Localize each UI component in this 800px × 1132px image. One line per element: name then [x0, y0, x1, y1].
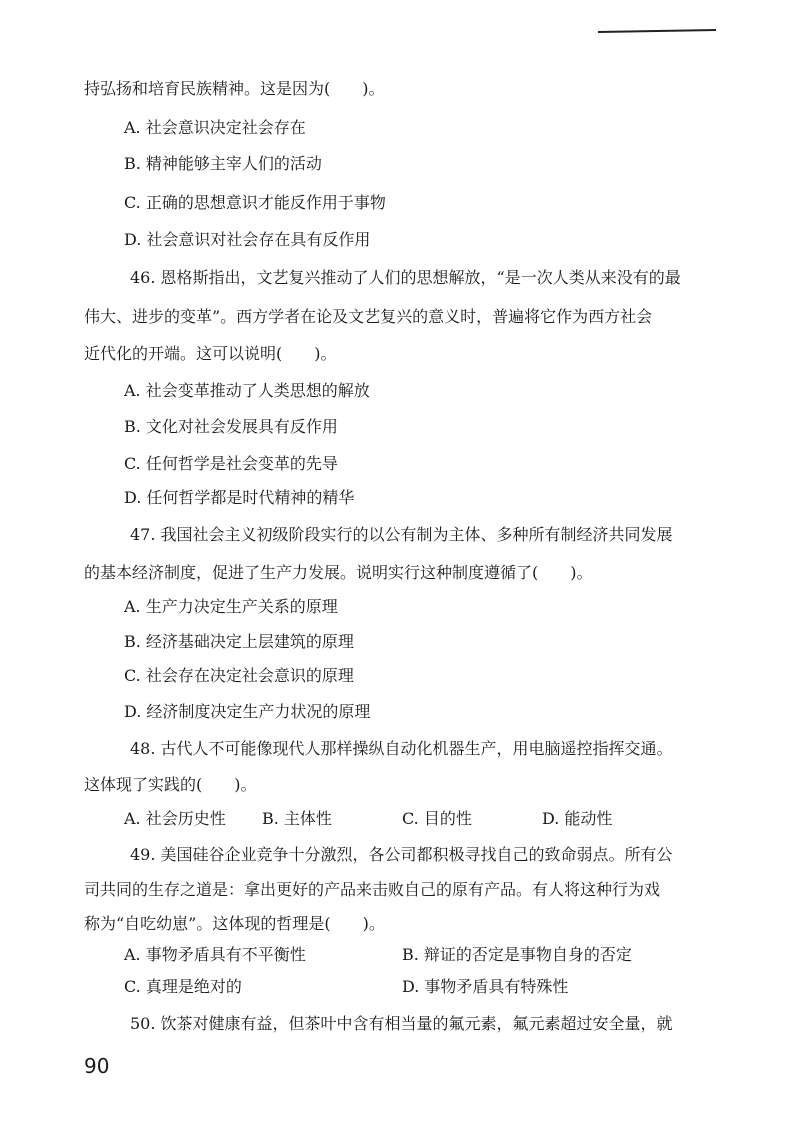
q49-stem-line-3: 称为“自吃幼崽”。这体现的哲理是( )。	[84, 914, 385, 933]
q46-stem-line-1: 46. 恩格斯指出，文艺复兴推动了人们的思想解放，“是一次人类从来没有的最	[130, 268, 681, 287]
q48-option-d: D. 能动性	[542, 809, 613, 828]
q49-option-a: A. 事物矛盾具有不平衡性	[124, 945, 306, 964]
q49-stem-line-2: 司共同的生存之道是：拿出更好的产品来击败自己的原有产品。有人将这种行为戏	[84, 880, 661, 899]
q46-option-c: C. 任何哲学是社会变革的先导	[124, 454, 338, 473]
q46-option-a: A. 社会变革推动了人类思想的解放	[124, 381, 370, 400]
q47-stem-line-1: 47. 我国社会主义初级阶段实行的以公有制为主体、多种所有制经济共同发展	[130, 525, 673, 544]
q49-option-c: C. 真理是绝对的	[124, 977, 242, 996]
q45-option-a: A. 社会意识决定社会存在	[124, 118, 306, 137]
q45-option-d: D. 社会意识对社会存在具有反作用	[124, 230, 371, 249]
q46-option-b: B. 文化对社会发展具有反作用	[124, 417, 338, 436]
q47-stem-line-2: 的基本经济制度，促进了生产力发展。说明实行这种制度遵循了( )。	[84, 563, 593, 582]
q47-option-a: A. 生产力决定生产关系的原理	[124, 597, 338, 616]
q48-stem-line-1: 48. 古代人不可能像现代人那样操纵自动化机器生产，用电脑遥控指挥交通。	[130, 739, 673, 758]
q49-stem-line-1: 49. 美国硅谷企业竞争十分激烈，各公司都积极寻找自己的致命弱点。所有公	[130, 845, 673, 864]
q46-stem-line-3: 近代化的开端。这可以说明( )。	[84, 344, 337, 363]
q46-stem-line-2: 伟大、进步的变革”。西方学者在论及文艺复兴的意义时，普遍将它作为西方社会	[84, 307, 653, 326]
q46-option-d: D. 任何哲学都是时代精神的精华	[124, 488, 355, 507]
q48-option-c: C. 目的性	[402, 809, 472, 828]
q47-option-d: D. 经济制度决定生产力状况的原理	[124, 702, 371, 721]
q45-stem-tail: 持弘扬和培育民族精神。这是因为( )。	[84, 79, 385, 98]
q48-option-a: A. 社会历史性	[124, 809, 226, 828]
q47-option-b: B. 经济基础决定上层建筑的原理	[124, 632, 354, 651]
q49-option-d: D. 事物矛盾具有特殊性	[402, 977, 569, 996]
q48-stem-line-2: 这体现了实践的( )。	[84, 775, 257, 794]
page-number: 90	[84, 1054, 110, 1078]
q48-option-b: B. 主体性	[262, 809, 332, 828]
q50-stem-line-1: 50. 饮茶对健康有益，但茶叶中含有相当量的氟元素，氟元素超过安全量，就	[130, 1014, 673, 1033]
q47-option-c: C. 社会存在决定社会意识的原理	[124, 666, 354, 685]
q45-option-c: C. 正确的思想意识才能反作用于事物	[124, 193, 386, 212]
q49-option-b: B. 辩证的否定是事物自身的否定	[402, 945, 632, 964]
q45-option-b: B. 精神能够主宰人们的活动	[124, 154, 322, 173]
